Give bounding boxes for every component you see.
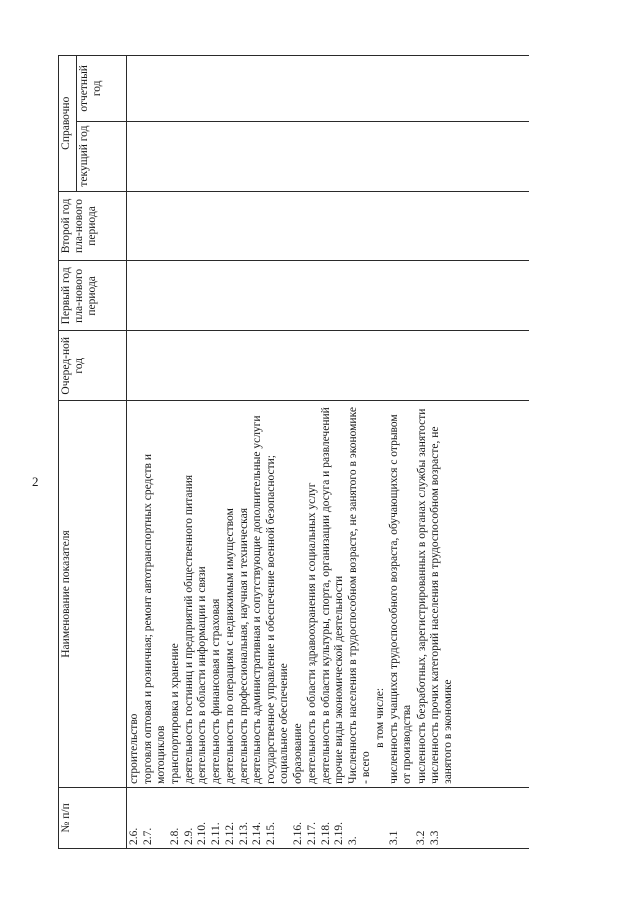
row-numbers-cell: [127, 787, 530, 848]
header-reference: Справочно: [59, 56, 77, 192]
header-row-top: [59, 56, 77, 849]
row-name: численность учащихся трудоспособного возраста, обучающихся с отрывом от производства: [388, 414, 414, 784]
row-name: деятельность в области информации и связи: [196, 566, 209, 784]
row-number: 2.7.: [141, 827, 154, 845]
row-number-spacer: [361, 790, 375, 845]
header-second-plan-year: Второй год пла-нового периода: [59, 191, 127, 261]
row-number: 2.10.: [196, 822, 209, 845]
row-number: 2.8.: [169, 827, 182, 845]
row-number: 2.16.: [292, 822, 305, 845]
cell-second-plan-year: [127, 191, 530, 261]
rotated-table-container: [58, 55, 529, 849]
cell-first-plan-year: [127, 261, 530, 331]
header-indicator-name: Наименование показателя: [59, 401, 127, 788]
header-first-plan-year: Первый год пла-нового периода: [59, 261, 127, 331]
table-body-row: [127, 56, 530, 849]
page-number: 2: [32, 474, 39, 489]
row-number: 3.3: [429, 830, 442, 845]
header-number: № п/п: [59, 787, 127, 848]
cell-ref-current-year: [127, 121, 530, 191]
indicators-table: [58, 55, 529, 849]
row-number: 2.11.: [210, 822, 223, 845]
row-name: прочие виды экономической деятельности: [333, 575, 346, 784]
row-number: [374, 790, 388, 845]
row-number: 2.15.: [264, 822, 277, 845]
row-name: деятельность профессиональная, научная и техническая: [237, 508, 250, 784]
row-name: деятельность по операциям с недвижимым имуществом: [223, 508, 236, 784]
row-name: деятельность гостиниц и предприятий общественного питания: [182, 474, 195, 784]
cell-current-year: [127, 331, 530, 401]
row-name: численность безработных, зарегистрированных в органах службы занятости: [415, 408, 428, 784]
row-name: Численность населения в трудоспособном возрасте, не занятого в экономике - всего: [347, 407, 373, 784]
row-name: образование: [292, 723, 305, 784]
header-current-year: Очеред-ной год: [59, 331, 127, 401]
header-ref-reporting-year: отчетный год: [77, 56, 127, 122]
row-number: 2.13.: [237, 822, 250, 845]
row-name-subheading: в том числе:: [374, 687, 387, 748]
row-number-spacer: [155, 790, 169, 845]
row-number: 3.2: [415, 830, 428, 845]
row-name: деятельность в области культуры, спорта, организации досуга и развлечений: [319, 407, 332, 784]
row-name: деятельность административная и сопутствующие дополнительные услуги: [251, 415, 264, 784]
row-name: деятельность в области здравоохранения и социальных услуг: [305, 482, 318, 784]
row-number: 2.18.: [319, 822, 332, 845]
row-number: 3.: [347, 836, 359, 845]
row-number-spacer: [402, 790, 416, 845]
row-number: 2.14.: [251, 822, 264, 845]
row-name: численность прочих категорий населения в трудоспособном возрасте, не занятого в экономике: [429, 426, 455, 784]
row-names-cell: [127, 401, 530, 788]
row-name: строительство: [128, 713, 140, 784]
row-number: 2.9.: [182, 827, 195, 845]
row-number-spacer: [279, 790, 293, 845]
cell-ref-reporting-year: [127, 56, 530, 122]
row-number: 2.6.: [128, 827, 140, 845]
row-number: 2.17.: [305, 822, 318, 845]
row-number: 3.1: [388, 830, 401, 845]
header-ref-current-year: текущий год: [77, 121, 127, 191]
row-number: 2.12.: [223, 822, 236, 845]
row-name: торговля оптовая и розничная; ремонт автотранспортных средств и мотоциклов: [141, 454, 167, 784]
row-name: государственное управление и обеспечение военной безопасности; социальное обеспечение: [264, 454, 291, 784]
row-name: транспортировка и хранение: [169, 643, 182, 784]
row-number: 2.19.: [333, 822, 346, 845]
row-name: деятельность финансовая и страховая: [210, 598, 223, 784]
